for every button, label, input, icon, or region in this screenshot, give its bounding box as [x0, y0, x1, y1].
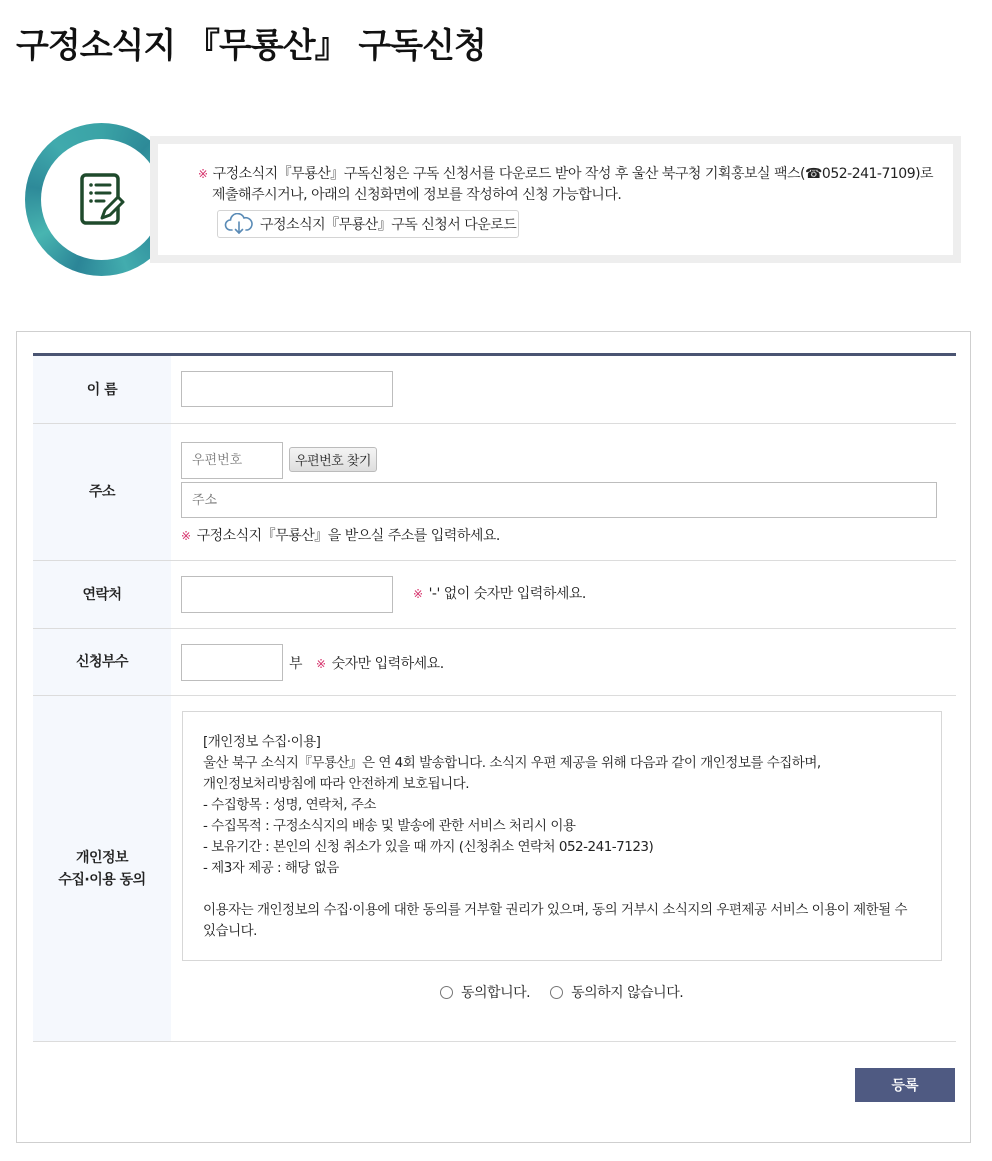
document-edit-icon [78, 172, 126, 228]
download-label: 구정소식지『무룡산』구독 신청서 다운로드 [260, 217, 517, 233]
privacy-line: 울산 북구 소식지『무룡산』은 연 4회 발송합니다. 소식지 우편 제공을 위해 다음과 같이 개인정보를 수집하며, [203, 755, 821, 771]
privacy-terms-box [182, 711, 942, 961]
cloud-download-icon [224, 213, 254, 235]
submit-button[interactable]: 등록 [855, 1068, 955, 1102]
page-title: 구정소식지 『무룡산』 구독신청 [16, 26, 486, 66]
agree-radio[interactable] [440, 986, 453, 999]
row-address [33, 424, 956, 561]
row-privacy [33, 696, 956, 1042]
notice-line-1: ※ 구정소식지『무룡산』구독신청은 구독 신청서를 다운로드 받아 작성 후 울산 북구청 기획홍보실 팩스(☎052-241-7109)로 [198, 166, 934, 182]
privacy-line: - 수집목적 : 구정소식지의 배송 및 발송에 관한 서비스 처리시 이용 [203, 818, 576, 834]
form-table [33, 353, 956, 1042]
intro-notice [150, 136, 961, 263]
row-name [33, 356, 956, 424]
notice-line-2: 제출해주시거나, 아래의 신청화면에 정보를 작성하여 신청 가능합니다. [212, 187, 622, 203]
copies-unit: 부 [289, 656, 303, 672]
copies-hint: ※ 숫자만 입력하세요. [316, 656, 444, 672]
contact-hint: ※ '-' 없이 숫자만 입력하세요. [413, 586, 586, 602]
download-form-button[interactable] [217, 210, 519, 238]
find-zipcode-button[interactable]: 우편번호 찾기 [289, 447, 377, 472]
privacy-line: - 보유기간 : 본인의 신청 취소가 있을 때 까지 (신청취소 연락처 052-241-7123) [203, 839, 654, 855]
copies-input[interactable] [181, 644, 283, 681]
subscription-form [16, 331, 971, 1143]
consent-radio-group [440, 982, 703, 1002]
label-address: 주소 [33, 424, 171, 560]
address-input[interactable] [181, 482, 937, 518]
agree-label: 동의합니다. [461, 985, 531, 1001]
privacy-line: - 수집항목 : 성명, 연락처, 주소 [203, 797, 376, 813]
row-copies [33, 629, 956, 696]
label-name: 이 름 [33, 356, 171, 423]
label-privacy: 개인정보 수집·이용 동의 [33, 696, 171, 1041]
privacy-line: 개인정보처리방침에 따라 안전하게 보호됩니다. [203, 776, 469, 792]
disagree-option[interactable] [550, 982, 683, 1002]
agree-option[interactable] [440, 982, 530, 1002]
label-copies: 신청부수 [33, 629, 171, 695]
privacy-line: - 제3자 제공 : 해당 없음 [203, 860, 339, 876]
zipcode-input[interactable] [181, 442, 283, 479]
name-input[interactable] [181, 371, 393, 407]
address-hint: ※ 구정소식지『무룡산』을 받으실 주소를 입력하세요. [181, 528, 500, 544]
notice-mark: ※ [198, 167, 208, 181]
privacy-line: [개인정보 수집·이용] [203, 734, 321, 750]
contact-input[interactable] [181, 576, 393, 613]
label-contact: 연락처 [33, 561, 171, 628]
row-contact [33, 561, 956, 629]
privacy-notice: 이용자는 개인정보의 수집·이용에 대한 동의를 거부할 권리가 있으며, 동의 거부시 소식지의 우편제공 서비스 이용이 제한될 수 있습니다. [203, 902, 908, 939]
disagree-label: 동의하지 않습니다. [571, 985, 684, 1001]
disagree-radio[interactable] [550, 986, 563, 999]
